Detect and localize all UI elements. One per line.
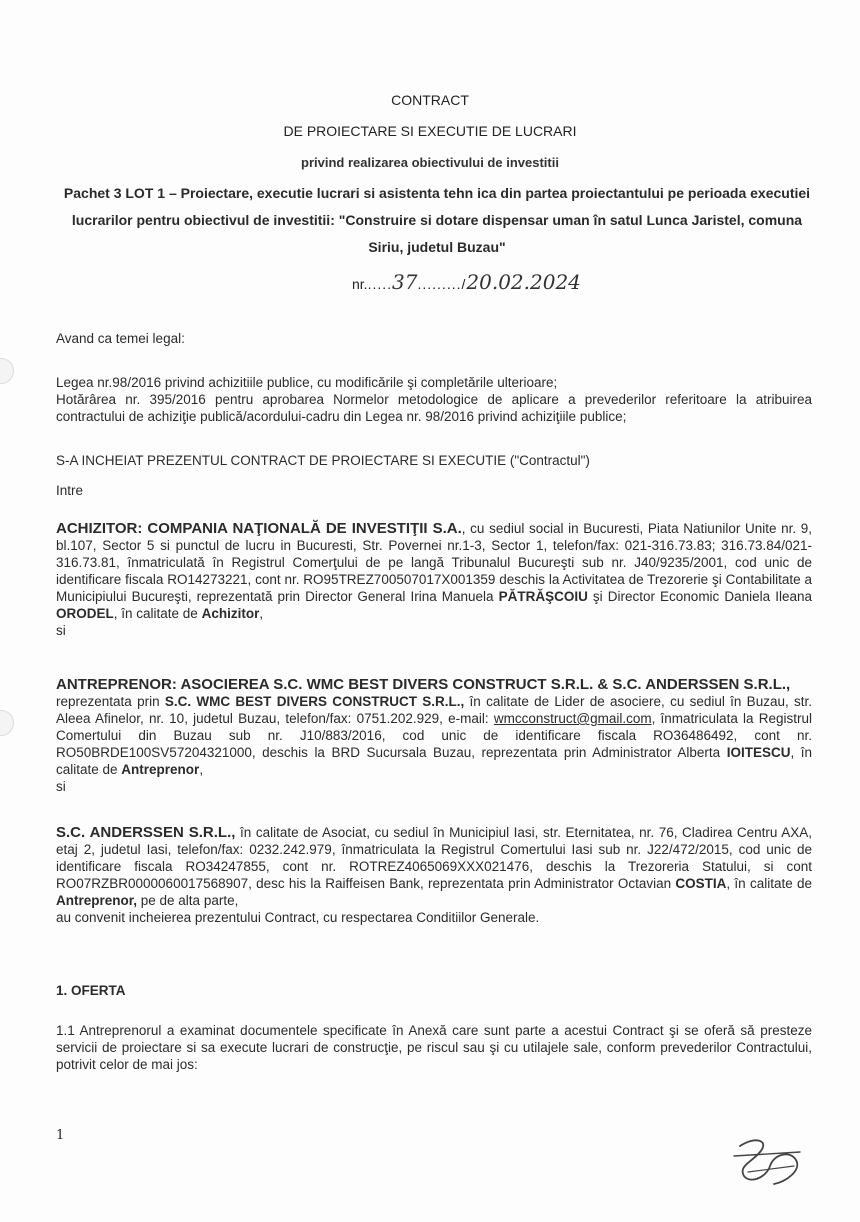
anderssen-text: pe de alta parte, (137, 893, 239, 908)
achizitor-role: Achizitor (201, 606, 260, 621)
handwritten-signature (730, 1132, 810, 1192)
administrator-name: IOITESCU (726, 745, 791, 760)
lider-company: S.C. WMC BEST DIVERS CONSTRUCT S.R.L., (164, 694, 465, 709)
nr-dots: ..... (367, 276, 393, 292)
si-connector: si (56, 623, 66, 638)
punch-hole (0, 710, 14, 736)
antreprenor-text: , (199, 762, 204, 777)
nr-prefix: nr. (352, 276, 368, 292)
intre-line: Intre (56, 483, 84, 498)
temei-legal: Avand ca temei legal: (56, 331, 185, 346)
email-link[interactable]: wmcconstruct@gmail.com (493, 711, 652, 726)
handwritten-number: 37 (392, 270, 418, 294)
anderssen-paragraph (56, 824, 812, 926)
hotarare-paragraph: Hotărârea nr. 395/2016 pentru aprobarea Normelor metodologice de aplicare a prevederilor referitoare la atribuirea contractului de achiziţie publică/acordului-cadru din Legea nr. 98/2016 privind achiziţiile publice; (56, 392, 812, 424)
achizitor-text: şi Director Economic Daniela Ileana (587, 589, 812, 604)
anderssen-text: , în calitate de (726, 876, 812, 891)
handwritten-date: 20.02.2024 (466, 270, 581, 294)
asociat-role: Antreprenor, (56, 893, 138, 908)
antreprenor-text: , înmatriculata la Registrul Comertului din Buzau sub nr. J10/883/2016, cod unic de identificare fiscala RO36486492, cont nr. RO50BRDE100SV57204321000, deschis la BRD Sucursala Buzau, reprezentata prin Administrator Alberta (56, 711, 813, 760)
si-connector: si (56, 779, 66, 794)
asociat-administrator-name: COSTIA (675, 876, 727, 891)
achizitor-paragraph (56, 520, 812, 639)
achizitor-text: , cu sediul social in Bucuresti, Piata Natiunilor Unite nr. 9, bl.107, Sector 5 si punctul de lucru in Bucuresti, Str. Povernei nr.1-3, Sector 1, telefon/fax: 021-316.73.83; 316.73.84/021-316.73.81, înmatriculată în Registrul Comerţului de pe langă Tribunalul Bucureşti sub nr. J40/9235/2001, cod unic de identificare fiscala RO14273221, cont nr. RO95TREZ700507017X001359 deschis la Activitatea de Trezorerie şi Contabilitate a Municipiului Bucureşti, reprezentată prin Director General Irina Manuela (56, 521, 813, 604)
page-number: 1 (56, 1128, 65, 1143)
section-heading-oferta: 1. OFERTA (56, 983, 126, 998)
achizitor-text: , (259, 606, 264, 621)
economic-director-name: ORODEL (56, 606, 114, 621)
asociat-company: S.C. ANDERSSEN S.R.L., (56, 824, 236, 841)
document-privind: privind realizarea obiectivului de investitii (301, 155, 559, 170)
contract-number-line (352, 270, 581, 294)
anderssen-text: în calitate de Asociat, cu sediul în Municipiul Iasi, str. Eternitatea, nr. 76, Cladirea Centru AXA, etaj 2, judetul Iasi, telefon/fax: 0232.242.979, înmatriculata la Registrul Comertului Iasi sub nr. J22/472/2015, cod unic de identificare fiscala RO34247855, cont nr. ROTREZ4065069XXX021476, deschis la Trezoreria Statului, si cont RO07RZBR0000060017568907, desc his la Raiffeisen Bank, reprezentata prin Administrator Octavian (56, 825, 812, 891)
antreprenor-text: , în calitate de (56, 745, 812, 777)
project-title: Pachet 3 LOT 1 – Proiectare, executie lucrari si asistenta tehn ica din partea proiectantului pe perioada executiei lucrarilor pentru obiectivul de investitii: "Construire si dotare dispensar uman în satul Lunca Jaristel, comuna Siriu, judetul Buzau" (63, 185, 811, 255)
achizitor-text: , în calitate de (113, 606, 202, 621)
antreprenor-text: reprezentata prin (56, 694, 165, 709)
clause-1-1: 1.1 Antreprenorul a examinat documentele specificate în Anexă care sunt parte a acestui Contract şi se oferă să presteze servicii de proiectare si sa execute lucrari de construcţie, pe riscul sau şi cu utilajele sale, conform prevederilor Contractului, potrivit celor de mai jos: (56, 1023, 812, 1072)
achizitor-label: ACHIZITOR: COMPANIA NAŢIONALĂ DE INVESTIŢII S.A. (56, 520, 462, 537)
document-title: CONTRACT (391, 92, 469, 108)
nr-dots: ........./ (417, 276, 467, 292)
conveni-line: au convenit incheierea prezentului Contract, cu respectarea Conditiilor Generale. (56, 910, 540, 925)
lege-paragraph: Legea nr.98/2016 privind achizitiile publice, cu modificările şi completările ulterioare; (56, 375, 558, 390)
antreprenor-label: ANTREPRENOR: ASOCIEREA S.C. WMC BEST DIVERS CONSTRUCT S.R.L. & S.C. ANDERSSEN S.R.L., (56, 676, 791, 693)
antreprenor-text: în calitate de Lider de asociere, cu sediul în Buzau, str. Aleea Afinelor, nr. 10, judetul Buzau, telefon/fax: 0751.202.929, e-mail: (56, 694, 812, 726)
director-name: PĂTRĂŞCOIU (498, 589, 588, 604)
antreprenor-role: Antreprenor (121, 762, 200, 777)
punch-hole (0, 358, 14, 384)
incheiat-line: S-A INCHEIAT PREZENTUL CONTRACT DE PROIECTARE SI EXECUTIE ("Contractul") (56, 453, 590, 468)
document-subtitle: DE PROIECTARE SI EXECUTIE DE LUCRARI (283, 123, 577, 139)
antreprenor-paragraph (56, 676, 812, 795)
